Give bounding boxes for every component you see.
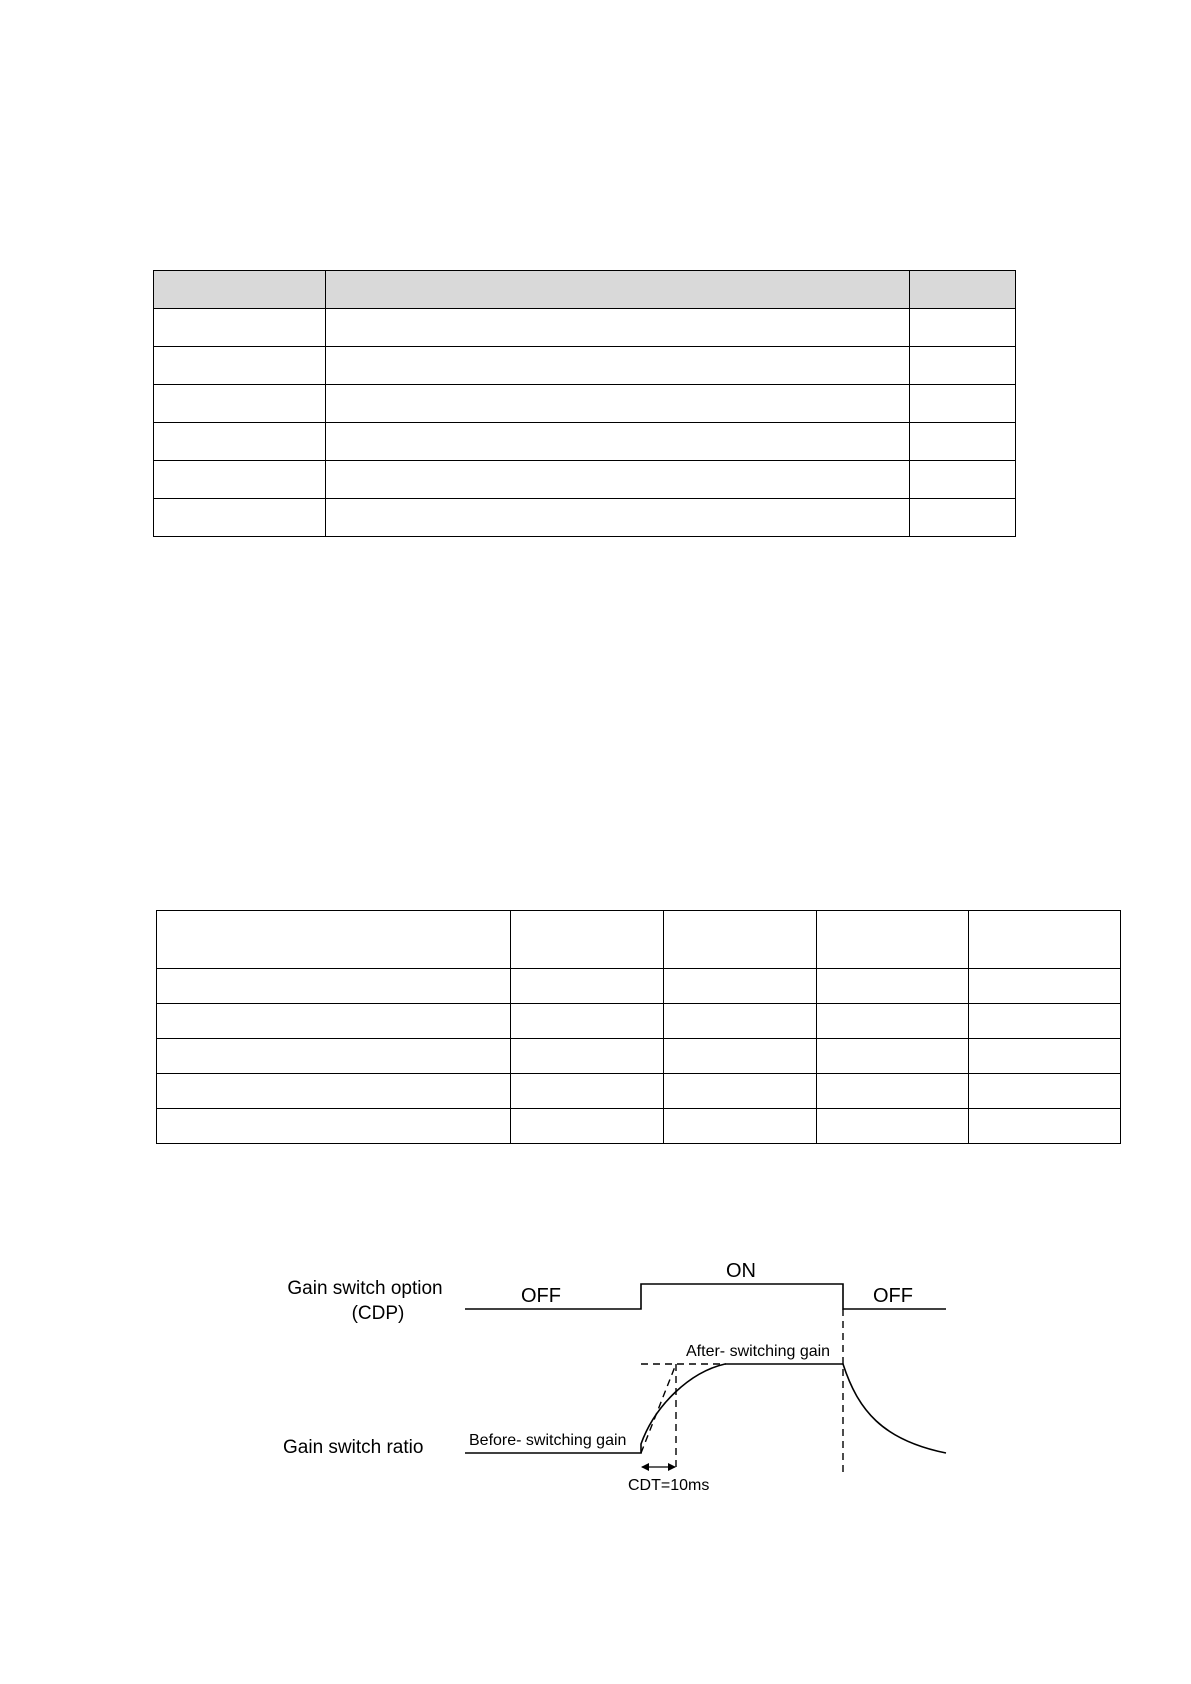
table-cell xyxy=(511,1039,664,1074)
table-cell xyxy=(511,1004,664,1039)
table-cell xyxy=(664,1109,817,1144)
table-cell xyxy=(326,499,910,537)
signal-label-line1: Gain switch option xyxy=(287,1278,443,1299)
table-row xyxy=(157,1039,1121,1074)
table-cell xyxy=(157,1074,511,1109)
table-cell xyxy=(664,1039,817,1074)
table-header-row xyxy=(154,271,1016,309)
cdp-signal-waveform xyxy=(465,1284,946,1309)
ratio-label: Gain switch ratio xyxy=(283,1437,424,1458)
table-cell xyxy=(154,461,326,499)
table-cell xyxy=(910,309,1016,347)
table-cell xyxy=(969,1039,1121,1074)
table-cell xyxy=(157,1004,511,1039)
header-cell xyxy=(326,271,910,309)
table-row xyxy=(157,1074,1121,1109)
table-cell xyxy=(664,1074,817,1109)
table-cell xyxy=(511,1074,664,1109)
table-cell xyxy=(664,1004,817,1039)
signal-label-line2: (CDP) xyxy=(351,1303,405,1324)
table-cell xyxy=(154,423,326,461)
table-cell xyxy=(326,461,910,499)
header-cell xyxy=(157,911,511,969)
off-label-right: OFF xyxy=(873,1285,913,1307)
header-cell xyxy=(817,911,969,969)
table-cell xyxy=(154,347,326,385)
table-cell xyxy=(817,1074,969,1109)
gain-table xyxy=(156,910,1121,1144)
table-cell xyxy=(910,461,1016,499)
before-switching-gain-label: Before- switching gain xyxy=(469,1432,627,1449)
table-cell xyxy=(326,309,910,347)
table-cell xyxy=(157,1109,511,1144)
table-row xyxy=(154,347,1016,385)
table-cell xyxy=(969,1109,1121,1144)
table-row xyxy=(154,499,1016,537)
table-row xyxy=(154,461,1016,499)
table-cell xyxy=(154,499,326,537)
table-header-row xyxy=(157,911,1121,969)
slope-dashed-line xyxy=(641,1364,676,1453)
table-row xyxy=(157,1109,1121,1144)
gain-ratio-curve xyxy=(465,1364,946,1453)
table-cell xyxy=(969,1004,1121,1039)
table-cell xyxy=(154,309,326,347)
header-cell xyxy=(910,271,1016,309)
header-cell xyxy=(511,911,664,969)
after-switching-gain-label: After- switching gain xyxy=(686,1343,831,1360)
header-cell xyxy=(154,271,326,309)
table-cell xyxy=(969,1074,1121,1109)
table-cell xyxy=(157,1039,511,1074)
header-cell xyxy=(969,911,1121,969)
header-cell xyxy=(664,911,817,969)
table-row xyxy=(154,423,1016,461)
table-cell xyxy=(326,347,910,385)
table-cell xyxy=(910,499,1016,537)
cdt-label: CDT=10ms xyxy=(628,1477,710,1494)
table-row xyxy=(154,385,1016,423)
table-cell xyxy=(154,385,326,423)
table-cell xyxy=(817,1039,969,1074)
off-label-left: OFF xyxy=(521,1285,561,1307)
table-row xyxy=(157,969,1121,1004)
table-cell xyxy=(664,969,817,1004)
table-cell xyxy=(817,969,969,1004)
table-cell xyxy=(910,385,1016,423)
table-cell xyxy=(511,969,664,1004)
table-cell xyxy=(910,347,1016,385)
table-cell xyxy=(326,385,910,423)
table-cell xyxy=(157,969,511,1004)
table-cell xyxy=(326,423,910,461)
on-label: ON xyxy=(726,1260,756,1282)
parameter-table xyxy=(153,270,1016,537)
table-cell xyxy=(817,1004,969,1039)
table-cell xyxy=(817,1109,969,1144)
table-cell xyxy=(511,1109,664,1144)
table-row xyxy=(154,309,1016,347)
table-row xyxy=(157,1004,1121,1039)
table-cell xyxy=(969,969,1121,1004)
table-cell xyxy=(910,423,1016,461)
